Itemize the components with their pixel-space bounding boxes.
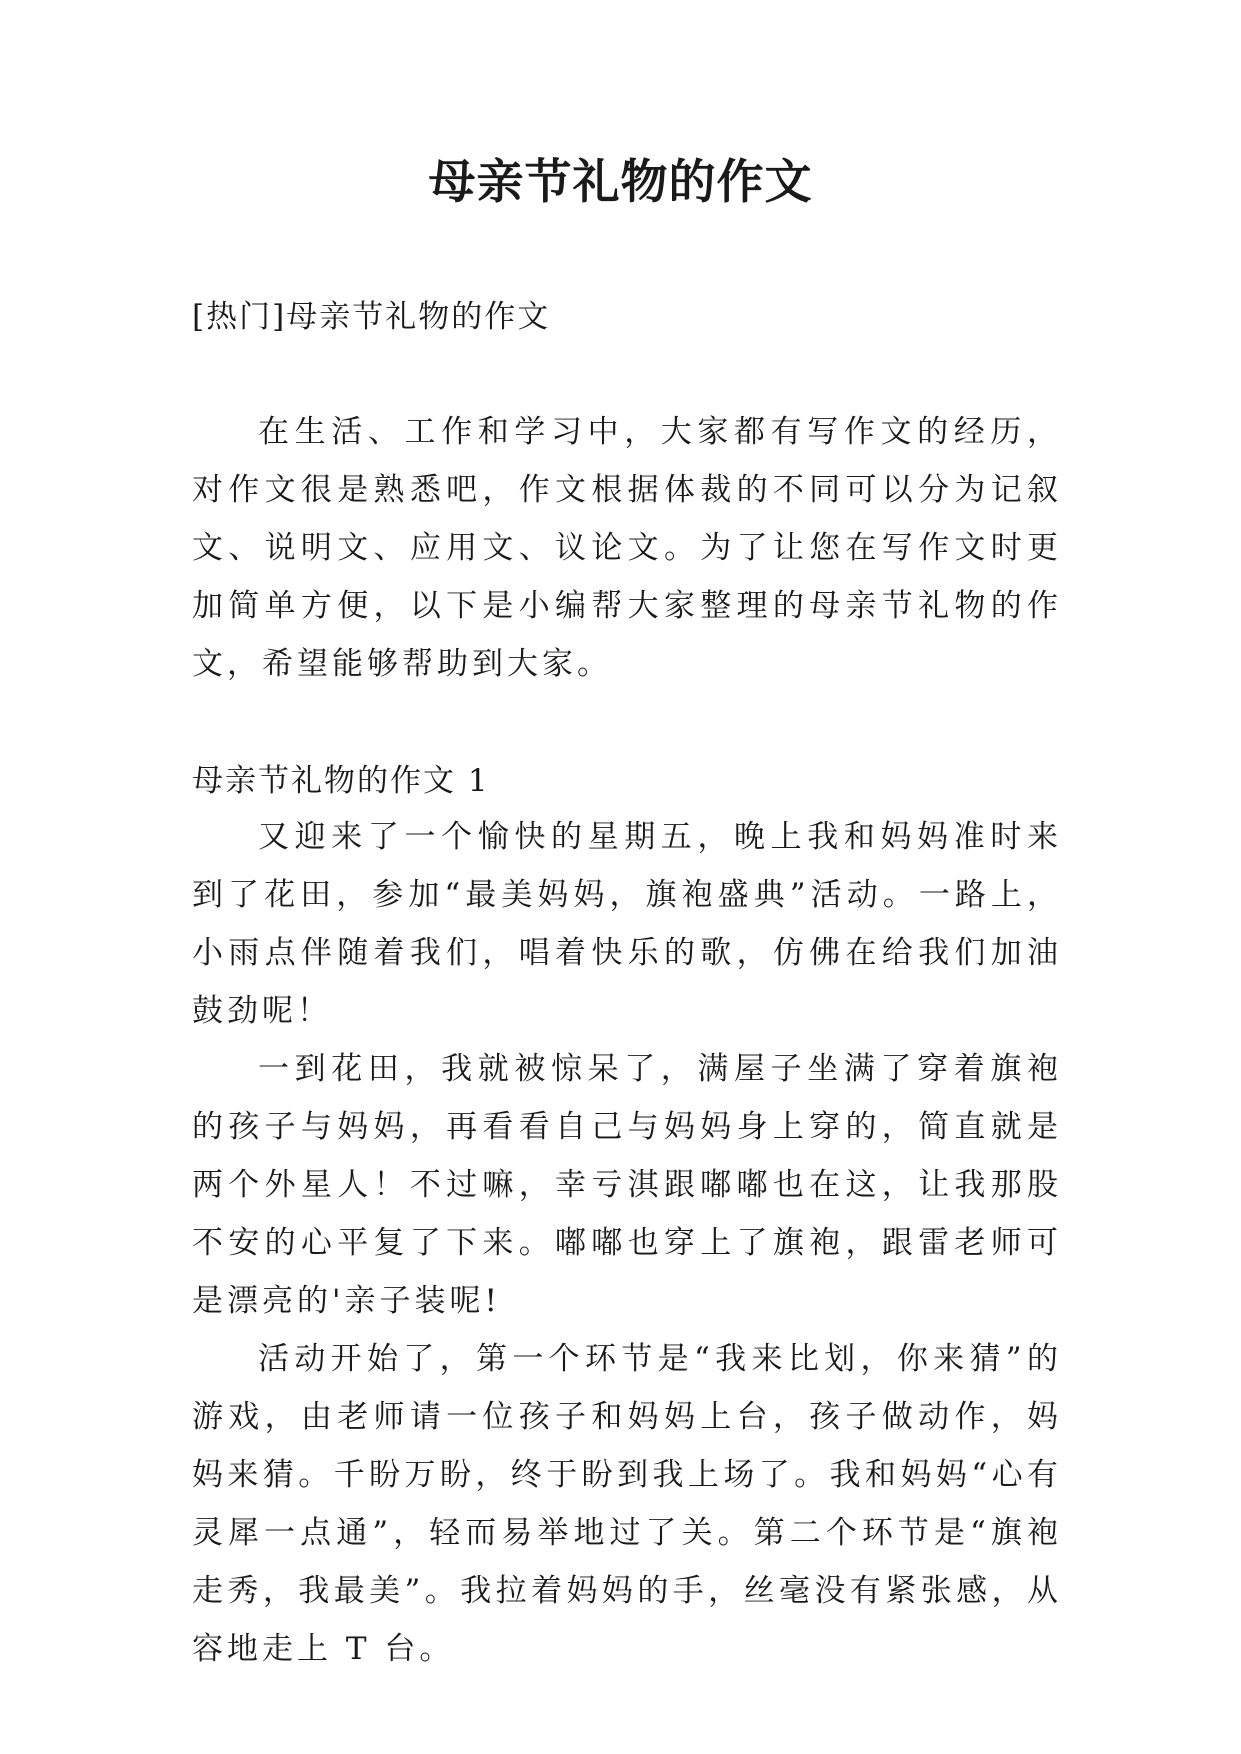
essay-body xyxy=(192,808,1062,1678)
essay-paragraph-2: 一到花田，我就被惊呆了，满屋子坐满了穿着旗袍的孩子与妈妈，再看看自己与妈妈身上穿的，简直就是两个外星人！不过嘛，幸亏淇跟嘟嘟也在这，让我那股不安的心平复了下来。嘟嘟也穿上了旗袍，跟雷老师可是漂亮的'亲子装呢! xyxy=(192,1051,1062,1319)
essay-paragraph-3: 活动开始了，第一个环节是“我来比划，你来猜”的游戏，由老师请一位孩子和妈妈上台，孩子做动作，妈妈来猜。千盼万盼，终于盼到我上场了。我和妈妈“心有灵犀一点通”，轻而易举地过了关。第二个环节是“旗袍走秀，我最美”。我拉着妈妈的手，丝毫没有紧张感，从容地走上 T 台。 xyxy=(192,1341,1062,1667)
document-subtitle: [热门]母亲节礼物的作文 xyxy=(192,299,551,335)
page-title: 母亲节礼物的作文 xyxy=(428,155,813,210)
intro-section xyxy=(192,403,1062,693)
section-heading: 母亲节礼物的作文 1 xyxy=(192,763,490,799)
intro-paragraph: 在生活、工作和学习中，大家都有写作文的经历，对作文很是熟悉吧，作文根据体裁的不同可以分为记叙文、说明文、应用文、议论文。为了让您在写作文时更加简单方便，以下是小编帮大家整理的母亲节礼物的作文，希望能够帮助到大家。 xyxy=(192,414,1062,682)
essay-paragraph-1: 又迎来了一个愉快的星期五，晚上我和妈妈准时来到了花田，参加“最美妈妈，旗袍盛典”活动。一路上，小雨点伴随着我们，唱着快乐的歌，仿佛在给我们加油鼓劲呢！ xyxy=(192,819,1062,1029)
